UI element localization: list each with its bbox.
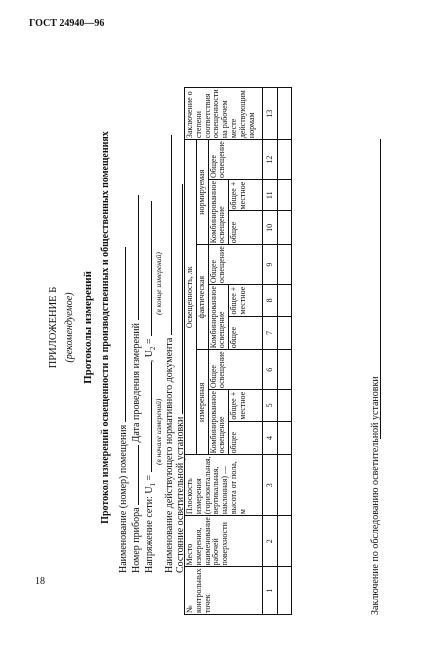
u2-subscript: 2 — [149, 346, 157, 351]
protocol-title: Протокол измерений освещенности в производственных и общественных помещениях — [100, 131, 111, 524]
date-line — [129, 195, 139, 320]
room-line — [116, 247, 126, 422]
col-number-10: 10 — [263, 211, 278, 245]
normalized-total: общее — [229, 211, 263, 245]
col-measured: измеренная — [196, 350, 208, 455]
col-number-6: 6 — [263, 350, 278, 390]
col-number-8: 8 — [263, 285, 278, 316]
col-number-11: 11 — [263, 180, 278, 211]
installation-line — [173, 184, 183, 414]
measurement-table — [184, 87, 292, 615]
actual-general: Общее освещение — [208, 245, 263, 285]
conclusion-line — [380, 139, 381, 439]
actual-total: общее — [229, 316, 263, 350]
normalized-total-local: общее + местное — [229, 180, 263, 211]
date-label: Дата проведения измерений — [131, 322, 142, 443]
u1-line — [142, 362, 152, 472]
u2-label: U — [144, 350, 155, 358]
measured-total: общее — [229, 421, 263, 455]
appendix-note: (рекомендуемое) — [64, 292, 75, 363]
caption-end: (в конце измерений) — [154, 252, 163, 315]
device-label: Номер прибора — [131, 507, 142, 573]
u1-equals: = — [144, 474, 155, 481]
measured-total-local: общее + местное — [229, 390, 263, 421]
col-conclusion: Заключение о степени соответствия освещенности на рабочем месте действующим нормам — [185, 88, 263, 140]
norm-doc-line — [162, 135, 172, 335]
col-illuminance: Освещенность, лк — [185, 140, 197, 455]
rotated-content — [40, 40, 400, 615]
device-line — [129, 445, 139, 505]
col-number-12: 12 — [263, 140, 278, 180]
actual-total-local: общее + местное — [229, 285, 263, 316]
room-field — [116, 247, 129, 573]
u1-subscript: 1 — [149, 482, 157, 487]
voltage-label: Напряжение сети: U — [144, 486, 155, 573]
actual-combined: Комбинированное освещение — [208, 285, 229, 350]
protocols-title: Протоколы измерений — [82, 271, 94, 384]
conclusion-survey: Заключение по обследованию осветительной установки — [370, 376, 381, 615]
col-normalized: нормируемая — [196, 140, 208, 245]
col-actual: фактическая — [196, 245, 208, 350]
u2-equals: = — [144, 338, 155, 345]
u2-line — [142, 201, 152, 336]
standard-header: ГОСТ 24940—96 — [29, 18, 105, 29]
col-number-2: 2 — [263, 516, 278, 567]
appendix-title: ПРИЛОЖЕНИЕ Б — [48, 286, 59, 369]
col-number-7: 7 — [263, 316, 278, 350]
measured-combined: Комбинированное освещение — [208, 390, 229, 455]
room-label: Наименование (номер) помещения — [118, 424, 129, 573]
caption-start: (в начале измерений) — [154, 398, 163, 465]
col-number-5: 5 — [263, 390, 278, 421]
norm-doc-label: Наименование действующего нормативного документа — [164, 337, 175, 573]
page-number: 18 — [35, 576, 45, 587]
col-number-1: 1 — [263, 567, 278, 615]
col-plane: Плоскость измерения (горизонтальная, вертикальная, наклонная) — высота от пола, м — [185, 455, 263, 516]
col-number-13: 13 — [263, 88, 278, 140]
col-place: Место измерения, наименование рабочей поверхности — [185, 516, 263, 567]
col-number-4: 4 — [263, 421, 278, 455]
voltage-field: Напряжение сети: $U_1$ = , $U_2$ = — [142, 201, 157, 573]
col-number-3: 3 — [263, 455, 278, 516]
measured-general: Общее освещение — [208, 350, 263, 390]
col-number-9: 9 — [263, 245, 278, 285]
installation-label: Состояние осветительной установки — [175, 416, 186, 573]
device-field — [129, 195, 142, 573]
normalized-general: Общее освещение — [208, 140, 263, 180]
normalized-combined: Комбинированное освещение — [208, 180, 229, 245]
table-row — [278, 88, 292, 615]
col-point-number: № контрольных точек — [185, 567, 263, 615]
